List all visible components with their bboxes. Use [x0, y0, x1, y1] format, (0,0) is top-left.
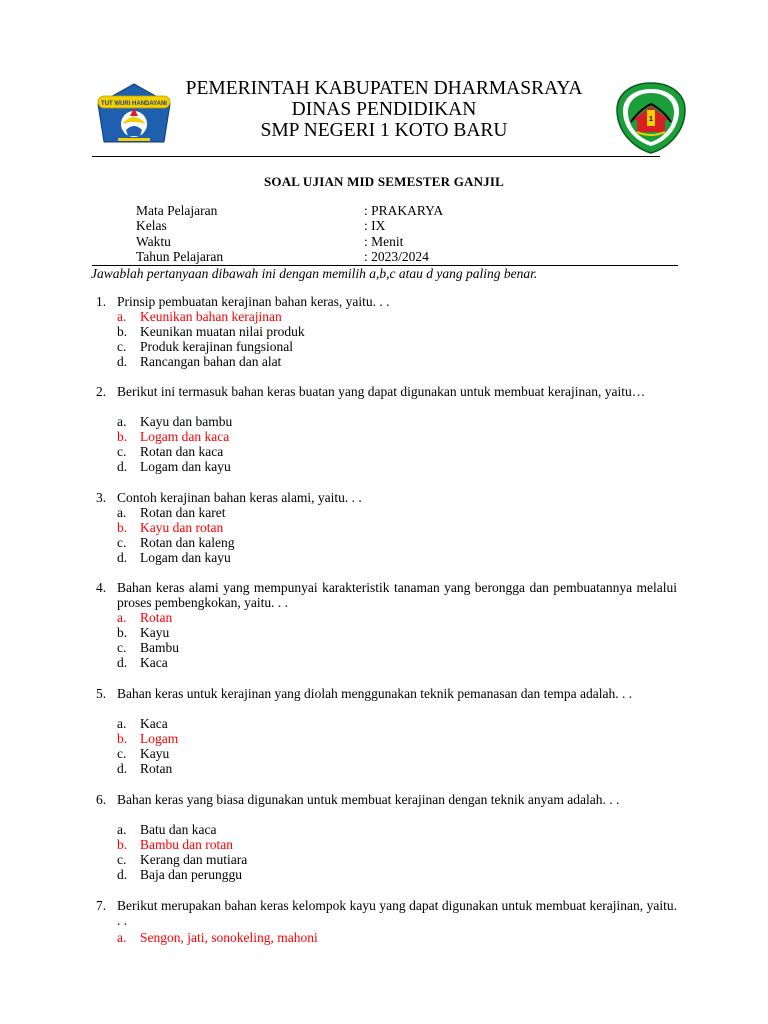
- option-item: a. Rotan: [117, 610, 173, 625]
- info-value: : IX: [364, 218, 386, 234]
- option-item: a. Batu dan kaca: [117, 822, 217, 837]
- question-text: Berikut merupakan bahan keras kelompok kayu yang dapat digunakan untuk membuat kerajinan, yaitu. . .: [117, 898, 677, 929]
- option-item: d. Logam dan kayu: [117, 459, 231, 474]
- option-item: d. Rotan: [117, 761, 173, 776]
- info-value: : 2023/2024: [364, 249, 429, 265]
- info-label: Waktu: [136, 233, 171, 249]
- option-item: c. Kerang dan mutiara: [117, 852, 248, 867]
- question-text: Berikut ini termasuk bahan keras buatan yang dapat digunakan untuk membuat kerajinan, yaitu…: [117, 384, 646, 399]
- exam-info-table: [136, 203, 636, 265]
- option-item: b. Kayu: [117, 625, 170, 640]
- question-number: 7.: [96, 898, 107, 913]
- option-item: c. Rotan dan kaleng: [117, 535, 235, 550]
- option-item: b. Logam dan kaca: [117, 429, 230, 444]
- question-text: Bahan keras alami yang mempunyai karakteristik tanaman yang berongga dan pembuatannya melalui proses pembengkokan, yaitu. . .: [117, 580, 677, 611]
- option-item: b. Kayu dan rotan: [117, 520, 224, 535]
- question-number: 2.: [96, 384, 107, 399]
- info-value: : PRAKARYA: [364, 203, 444, 218]
- question-number: 6.: [96, 792, 107, 807]
- info-label: Tahun Pelajaran: [136, 249, 224, 265]
- info-row-class: [136, 218, 636, 233]
- question-text: Prinsip pembuatan kerajinan bahan keras, yaitu. . .: [117, 294, 390, 309]
- letterhead: [0, 0, 768, 170]
- question-number: 1.: [96, 294, 107, 309]
- option-item: d. Kaca: [117, 655, 168, 670]
- option-item: a. Kaca: [117, 716, 168, 731]
- department-name: DINAS PENDIDIKAN: [291, 99, 477, 120]
- question-number: 5.: [96, 686, 107, 701]
- option-item: c. Kayu: [117, 746, 170, 761]
- option-item: d. Rancangan bahan dan alat: [117, 354, 282, 369]
- school-name: SMP NEGERI 1 KOTO BARU: [260, 120, 508, 141]
- option-item: a. Sengon, jati, sonokeling, mahoni: [117, 930, 318, 945]
- svg-text:1: 1: [649, 116, 653, 123]
- info-row-subject: [136, 203, 636, 218]
- option-item: c. Produk kerajinan fungsional: [117, 339, 293, 354]
- question-text: Bahan keras yang biasa digunakan untuk membuat kerajinan dengan teknik anyam adalah. . .: [117, 792, 620, 807]
- option-item: a. Kayu dan bambu: [117, 414, 233, 429]
- info-row-year: [136, 249, 636, 264]
- school-emblem-logo: [613, 80, 689, 156]
- option-item: c. Bambu: [117, 640, 179, 655]
- option-item: b. Logam: [117, 731, 179, 746]
- exam-title: SOAL UJIAN MID SEMESTER GANJIL: [263, 174, 505, 189]
- instruction-text: Jawablah pertanyaan dibawah ini dengan memilih a,b,c atau d yang paling benar.: [91, 266, 538, 281]
- svg-text:TUT WURI HANDAYANI: TUT WURI HANDAYANI: [101, 101, 167, 107]
- option-item: c. Rotan dan kaca: [117, 444, 224, 459]
- question-text: Contoh kerajinan bahan keras alami, yaitu. . .: [117, 490, 362, 505]
- question-number: 3.: [96, 490, 107, 505]
- option-item: b. Keunikan muatan nilai produk: [117, 324, 305, 339]
- info-label: Kelas: [136, 218, 167, 234]
- option-item: b. Bambu dan rotan: [117, 837, 233, 852]
- letterhead-divider: [92, 156, 660, 157]
- question-number: 4.: [96, 580, 107, 595]
- option-item: d. Logam dan kayu: [117, 550, 231, 565]
- info-row-time: [136, 234, 636, 249]
- info-label: Mata Pelajaran: [136, 203, 218, 218]
- info-value: : Menit: [364, 233, 404, 249]
- option-item: a. Rotan dan karet: [117, 505, 226, 520]
- option-item: d. Baja dan perunggu: [117, 867, 242, 882]
- government-name: PEMERINTAH KABUPATEN DHARMASRAYA: [185, 78, 583, 99]
- question-text: Bahan keras untuk kerajinan yang diolah menggunakan teknik pemanasan dan tempa adalah. . .: [117, 686, 633, 701]
- option-item: a. Keunikan bahan kerajinan: [117, 309, 282, 324]
